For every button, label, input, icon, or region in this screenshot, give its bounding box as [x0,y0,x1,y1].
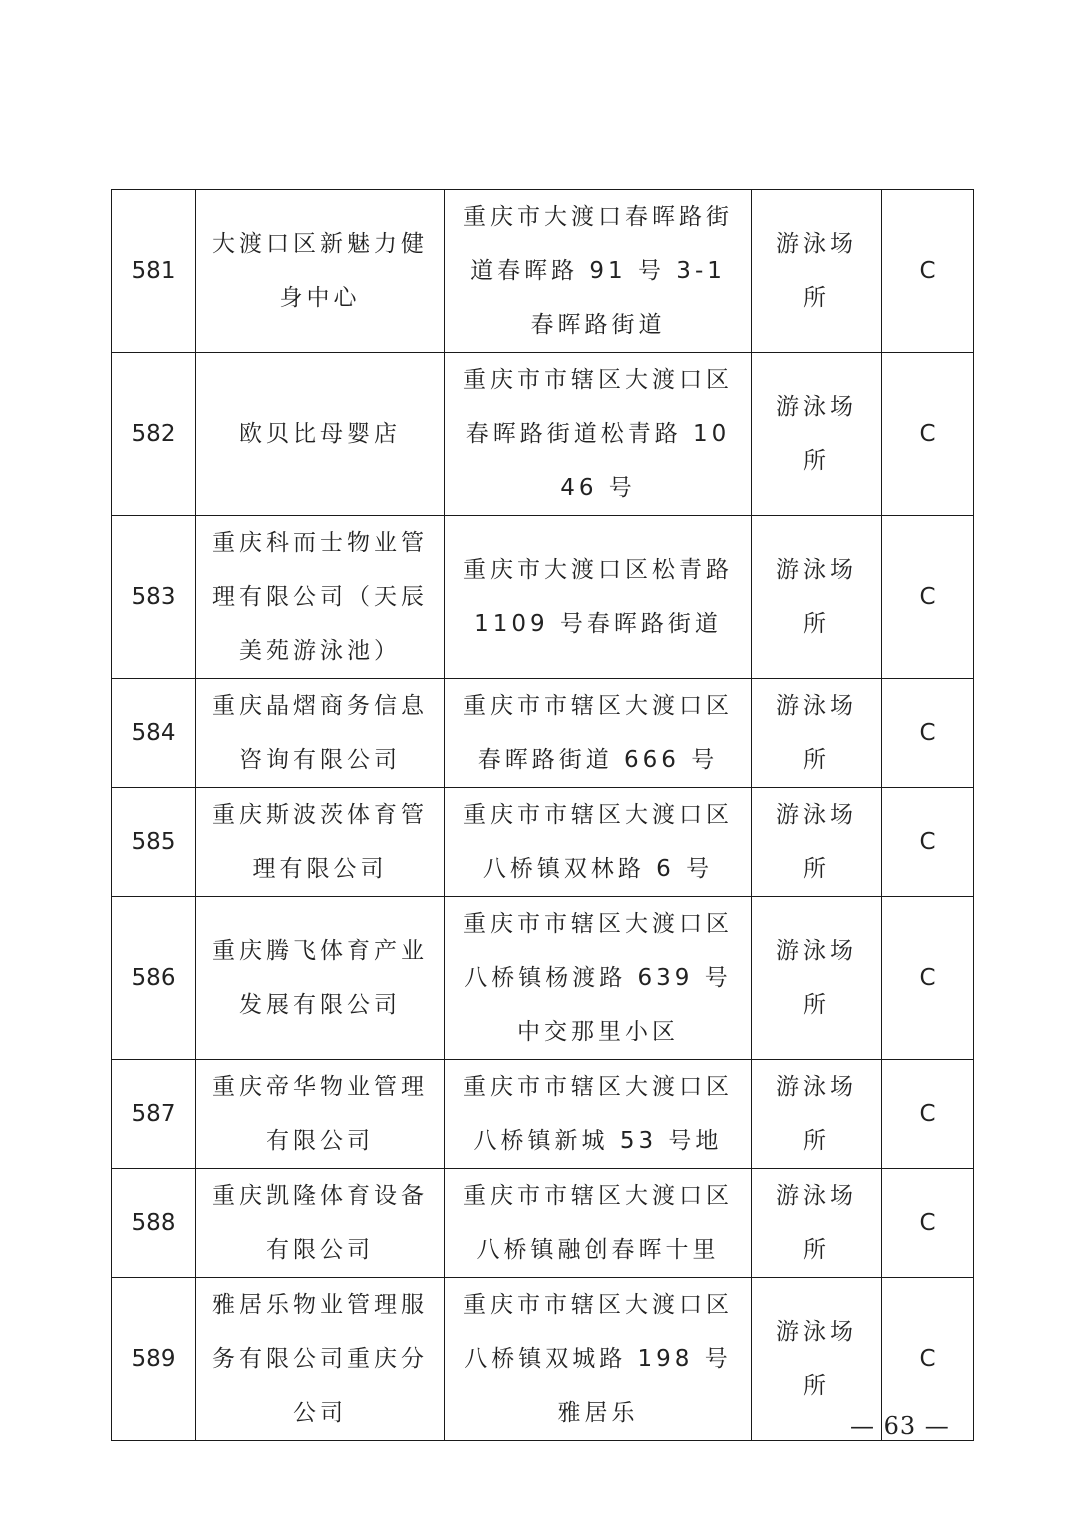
row-number: 588 [112,1169,196,1278]
venue-address: 重庆市市辖区大渡口区八桥镇双林路 6 号 [445,788,752,897]
venue-grade: C [882,897,974,1060]
venue-grade: C [882,1060,974,1169]
venue-address: 重庆市市辖区大渡口区八桥镇融创春晖十里 [445,1169,752,1278]
venue-grade: C [882,679,974,788]
table-row [112,1169,974,1278]
table-row [112,190,974,353]
venue-grade: C [882,190,974,353]
page-number: — 63 — [850,1412,950,1440]
table-row [112,353,974,516]
venue-address: 重庆市市辖区大渡口区八桥镇杨渡路 639 号中交那里小区 [445,897,752,1060]
venue-name: 重庆科而士物业管理有限公司（天辰美苑游泳池） [196,516,445,679]
table-row [112,788,974,897]
venue-type: 游泳场所 [752,1060,882,1169]
venue-type: 游泳场所 [752,190,882,353]
table-row [112,516,974,679]
venue-grade: C [882,516,974,679]
venue-address: 重庆市市辖区大渡口区八桥镇新城 53 号地 [445,1060,752,1169]
venue-name: 重庆斯波茨体育管理有限公司 [196,788,445,897]
table-row [112,897,974,1060]
venue-address: 重庆市市辖区大渡口区八桥镇双城路 198 号雅居乐 [445,1278,752,1441]
venue-address: 重庆市市辖区大渡口区春晖路街道 666 号 [445,679,752,788]
row-number: 581 [112,190,196,353]
row-number: 582 [112,353,196,516]
venue-name: 重庆帝华物业管理有限公司 [196,1060,445,1169]
venue-address: 重庆市大渡口区松青路 1109 号春晖路街道 [445,516,752,679]
venue-type: 游泳场所 [752,1169,882,1278]
venue-name: 大渡口区新魅力健身中心 [196,190,445,353]
venue-grade: C [882,353,974,516]
venue-grade: C [882,788,974,897]
row-number: 585 [112,788,196,897]
row-number: 587 [112,1060,196,1169]
venue-name: 重庆腾飞体育产业发展有限公司 [196,897,445,1060]
venue-type: 游泳场所 [752,516,882,679]
row-number: 586 [112,897,196,1060]
venue-type: 游泳场所 [752,897,882,1060]
table-row [112,679,974,788]
venue-table [111,189,974,1441]
venue-name: 重庆凯隆体育设备有限公司 [196,1169,445,1278]
row-number: 583 [112,516,196,679]
row-number: 589 [112,1278,196,1441]
row-number: 584 [112,679,196,788]
venue-grade: C [882,1169,974,1278]
table-row [112,1278,974,1441]
venue-address: 重庆市市辖区大渡口区春晖路街道松青路 1046 号 [445,353,752,516]
venue-type: 游泳场所 [752,679,882,788]
venue-type: 游泳场所 [752,788,882,897]
venue-grade: C [882,1278,974,1441]
venue-name: 重庆晶熠商务信息咨询有限公司 [196,679,445,788]
venue-address: 重庆市大渡口春晖路街道春晖路 91 号 3-1 春晖路街道 [445,190,752,353]
venue-name: 欧贝比母婴店 [196,353,445,516]
venue-type: 游泳场所 [752,1278,882,1441]
venue-name: 雅居乐物业管理服务有限公司重庆分公司 [196,1278,445,1441]
table-row [112,1060,974,1169]
venue-type: 游泳场所 [752,353,882,516]
